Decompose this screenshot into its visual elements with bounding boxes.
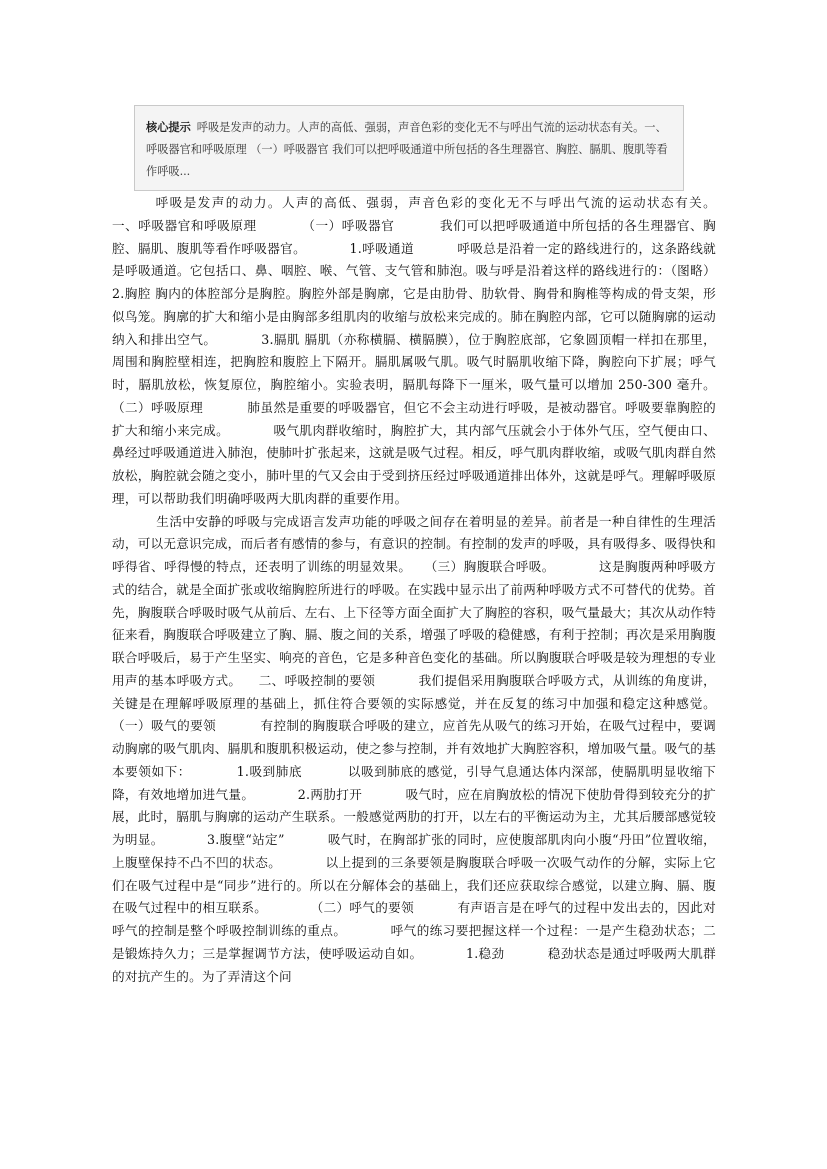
article-body [112,192,759,988]
article-paragraph: 生活中安静的呼吸与完成语言发声功能的呼吸之间存在着明显的差异。前者是一种自律性的生理活动，可以无意识完成，而后者有感情的参与，有意识的控制。有控制的发声的呼吸，具有吸得多、吸得快和呼得省、呼得慢的特点，还表明了训练的明显效果。 （三）胸腹联合呼吸。 这是胸腹两种呼吸方式的结合，就是全面扩张或收缩胸腔所进行的呼吸。在实践中显示出了前两种呼吸方式不可替代的优势。首先，胸腹联合呼吸时吸气从前后、左右、上下径等方面全面扩大了胸腔的容积，吸气量最大；其次从动作特征来看，胸腹联合呼吸建立了胸、膈、腹之间的关系，增强了呼吸的稳健感，有利于控制；再次是采用胸腹联合呼吸后，易于产生坚实、响亮的音色，它是多种音色变化的基础。所以胸腹联合呼吸是较为理想的专业用声的基本呼吸方式。 二、呼吸控制的要领 我们提倡采用胸腹联合呼吸方式，从训练的角度讲，关键是在理解呼吸原理的基础上，抓住符合要领的实际感觉，并在反复的练习中加强和稳定这种感觉。 （一）吸气的要领 有控制的胸腹联合呼吸的建立，应首先从吸气的练习开始，在吸气过程中，要调动胸廓的吸气肌肉、膈肌和腹肌积极运动，使之参与控制，并有效地扩大胸腔容积，增加吸气量。吸气的基本要领如下： 1.吸到肺底 以吸到肺底的感觉，引导气息通达体内深部，使膈肌明显收缩下降，有效地增加进气量。 2.两肋打开 吸气时，应在肩胸放松的情况下使肋骨得到较充分的扩展，此时，膈肌与胸廓的运动产生联系。一般感觉两肋的打开，以左右的平衡运动为主，尤其后腰部感觉较为明显。 3.腹壁“站定” 吸气时，在胸部扩张的同时，应使腹部肌肉向小腹“丹田”位置收缩，上腹壁保持不凸不凹的状态。 以上提到的三条要领是胸腹联合呼吸一次吸气动作的分解，实际上它们在吸气过程中是“同步”进行的。所以在分解体会的基础上，我们还应获取综合感觉，以建立胸、膈、腹在吸气过程中的相互联系。 （二）呼气的要领 有声语言是在呼气的过程中发出去的，因此对呼气的控制是整个呼吸控制训练的重点。 呼气的练习要把握这样一个过程：一是产生稳劲状态；二是锻炼持久力；三是掌握调节方法，使呼吸运动自如。 1.稳劲 稳劲状态是通过呼吸两大肌群的对抗产生的。为了弄清这个问 [112,513,759,984]
article-paragraph: 呼吸是发声的动力。人声的高低、强弱，声音色彩的变化无不与呼出气流的运动状态有关。 一、呼吸器官和呼吸原理 （一）呼吸器官 我们可以把呼吸通道中所包括的各生理器官、胸腔、膈肌、腹肌等看作呼吸器官。 1.呼吸通道 呼吸总是沿着一定的路线进行的，这条路线就是呼吸通道。它包括口、鼻、咽腔、喉、气管、支气管和肺泡。吸与呼是沿着这样的路线进行的：（图略） 2.胸腔 胸内的体腔部分是胸腔。胸腔外部是胸廓，它是由肋骨、肋软骨、胸骨和胸椎等构成的骨支架，形似鸟笼。胸廓的扩大和缩小是由胸部多组肌肉的收缩与放松来完成的。肺在胸腔内部，它可以随胸廓的运动纳入和排出空气。 3.膈肌 膈肌（亦称横膈、横膈膜），位于胸腔底部，它象圆顶帽一样扣在那里，周围和胸腔壁相连，把胸腔和腹腔上下隔开。膈肌属吸气肌。吸气时膈肌收缩下降，胸腔向下扩展；呼气时，膈肌放松，恢复原位，胸腔缩小。实验表明，膈肌每降下一厘米，吸气量可以增加 250-300 毫升。 （二）呼吸原理 肺虽然是重要的呼吸器官，但它不会主动进行呼吸，是被动器官。呼吸要靠胸腔的扩大和缩小来完成。 吸气肌肉群收缩时，胸腔扩大，其内部气压就会小于体外气压，空气便由口、鼻经过呼吸通道进入肺泡，使肺叶扩张起来，这就是吸气过程。相反，呼气肌肉群收缩，或吸气肌肉群自然放松，胸腔就会随之变小，肺叶里的气又会由于受到挤压经过呼吸通道排出体外，这就是呼气。理解呼吸原理，可以帮助我们明确呼吸两大肌肉群的重要作用。 [112,195,759,506]
summary-box [134,105,684,191]
summary-label: 核心提示 [146,120,191,134]
summary-text: 呼吸是发声的动力。人声的高低、强弱，声音色彩的变化无不与呼出气流的运动状态有关。一、呼吸器官和呼吸原理 （一）呼吸器官 我们可以把呼吸通道中所包括的各生理器官、胸腔、膈肌、腹肌等看作呼吸... [146,121,668,178]
